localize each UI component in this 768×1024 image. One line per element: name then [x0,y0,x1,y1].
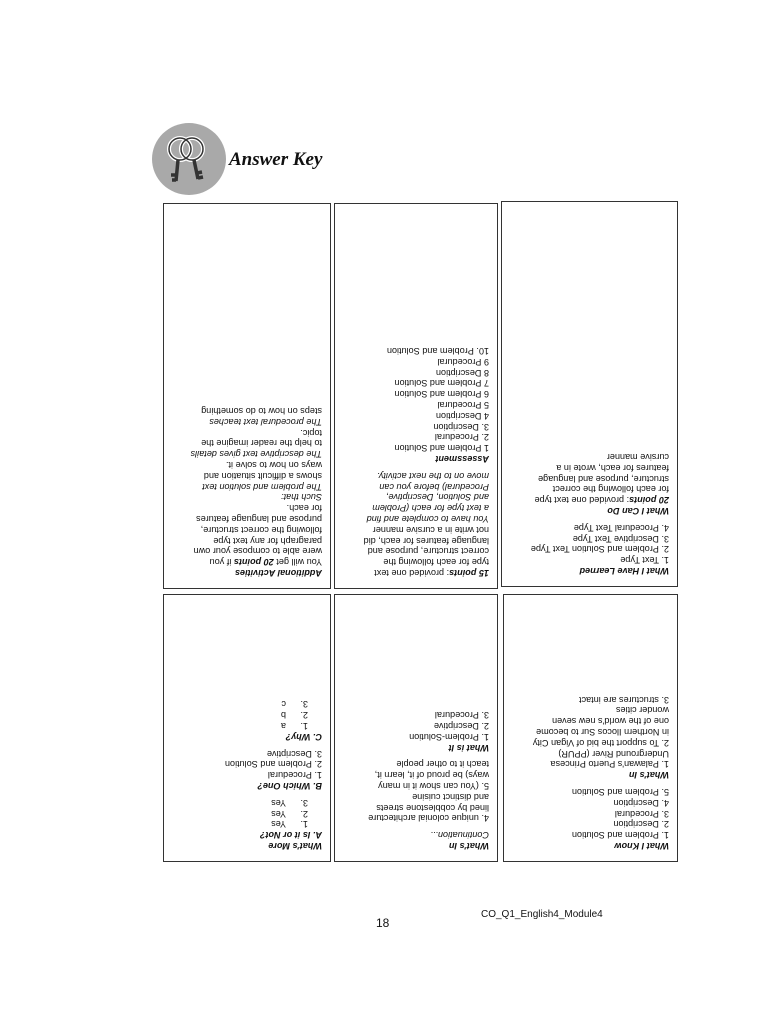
answer-item: 2. Problem and Solution [224,759,322,770]
answer-item: 1 Problem and Solution [394,443,489,454]
section-heading: What I Have Learned [579,566,669,576]
answer-line: to help the reader imagine the [201,438,322,449]
answer-line: 3. structures are intact [579,694,669,705]
answer-line: 1. Palawan's Puerto Princesa [550,759,669,770]
keys-icon [152,123,226,195]
answer-box-what-i-have-learned [501,201,678,587]
item-number: 3. [300,797,308,808]
points-text: 20 points [233,557,274,568]
answer-box-content [502,202,677,586]
answer-item: 1. Text Type [620,555,669,566]
answer-line: 2. To support the bid of Vigan City [532,737,669,748]
answer-item [172,808,322,819]
section-heading: Assessment [435,454,489,465]
page-number: 18 [376,916,390,930]
item-value: b [280,710,286,721]
item-number: 1. [300,819,308,830]
answer-box-content [335,204,497,588]
answer-line: ways on how to solve it. [225,460,322,471]
item-value: c [281,699,286,710]
answer-item: 2. Description [613,819,669,830]
answer-line: in Northern Ilocos Sur to become [536,727,669,738]
answer-item: 2. Procedural [434,432,489,443]
answer-line: The problem and solution text [202,481,322,492]
answer-item: 1. Problem-Solution [409,731,489,742]
answer-line: steps on how to do something [201,406,322,417]
item-number: 3. [300,699,308,710]
item-number: 2. [300,808,308,819]
answer-line: for each. [286,503,322,514]
answer-box-assessment [334,203,498,589]
answer-box-content [164,595,330,861]
answer-line: 5. (You can show it in many [378,781,489,792]
page-title: Answer Key [229,149,323,170]
answer-item: 1. Problem and Solution [571,830,669,841]
answer-line [343,567,489,578]
answer-line [510,494,669,505]
answer-text: : provided one text [374,568,450,578]
answer-item: 3. Descriptive Text Type [572,533,669,544]
answer-line: You have to complete and find [366,514,489,525]
item-value: a [280,721,286,732]
answer-line: were able to compose your own [193,546,322,557]
answer-box-content [164,204,330,588]
answer-item [172,797,322,808]
answer-item: 9 Procedural [437,356,489,367]
answer-line: not write in a cursive manner [372,524,489,535]
answer-item [172,819,322,830]
answer-item: 3. Procedural [614,808,669,819]
item-value: Yes [271,808,286,819]
answer-item [172,709,322,720]
answer-line: teach it to other people [396,759,489,770]
answer-item: 4. Description [613,797,669,808]
answer-line: one of the world's new seven [552,716,669,727]
section-heading: Additional Activities [234,568,322,578]
answer-box-whats-in-continued [334,594,498,862]
answer-line: for each following the correct [552,484,669,495]
answer-box-content [504,595,677,861]
answer-line: lined by cobblestone streets [376,802,489,813]
module-code: CO_Q1_English4_Module4 [481,909,603,920]
answer-box-content [335,595,497,861]
answer-item: 4. Procedural Text Type [573,522,669,533]
answer-line: purpose and language features [196,514,322,525]
answer-text: You will get [273,557,322,568]
points-text: 20 points [629,495,669,506]
answer-item: 3. Descriptive [266,748,322,759]
keys-icon-graphic [152,123,226,195]
subsection-heading: B. Which One? [257,781,322,792]
answer-item: 1. Procedural [267,770,322,781]
item-value: Yes [271,797,286,808]
answer-line: Procedural) before you can [379,481,489,492]
answer-line: 4. unique colonial architecture [368,813,489,824]
answer-line: correct structure, purpose and [367,546,489,557]
points-text: 15 points [449,568,489,578]
section-heading: What is It [448,742,489,753]
answer-line: move on to the next activity. [376,470,489,481]
answer-line: and distinct cuisine [412,791,489,802]
answer-line: shows a difficult situation and [203,470,322,481]
answer-item: 3. Procedural [434,710,489,721]
section-heading: What I Can Do [607,506,669,517]
answer-item [172,699,322,710]
subsection-heading: A. Is it or Not? [259,830,322,841]
answer-box-whats-more [163,594,331,862]
section-heading: What I Know [614,841,669,851]
answer-text: : provided one text type [534,495,630,506]
answer-line: wonder cities [615,705,669,716]
answer-line: Underground River (PPUR) [558,748,669,759]
item-value: Yes [271,819,286,830]
answer-line: type for each following the [383,557,489,568]
answer-item: 7 Problem and Solution [394,378,489,389]
answer-line: Such that: [281,492,322,503]
answer-item: 8 Description [435,367,489,378]
answer-line: cursive manner [606,452,669,463]
section-heading: What's More [268,841,322,851]
answer-line: The descriptive text gives details [190,449,322,460]
answer-item: 3. Description [433,421,489,432]
answer-item [172,720,322,731]
answer-item: 4 Description [435,410,489,421]
answer-line: topic. [300,427,322,438]
answer-line: Continuation... [430,830,489,841]
section-heading: What's In [448,841,489,851]
answer-line: ways) be proud of it, learn it, [374,770,489,781]
answer-line: following the correct structure, [200,524,322,535]
answer-line: and Solution, Descriptive, [385,492,489,503]
answer-line: language features for each, did [363,535,489,546]
answer-item: 6 Problem and Solution [394,389,489,400]
answer-box-what-i-know [503,594,678,862]
answer-box-additional-activities [163,203,331,589]
answer-item: 2. Descriptive [433,721,489,732]
answer-item: 5 Procedural [437,400,489,411]
answer-item: 2. Problem and Solution Text Type [530,544,669,555]
answer-item: 10. Problem and Solution [386,346,489,357]
subsection-heading: C. Why? [285,731,322,742]
section-heading: What's In [628,770,669,781]
answer-item: 5. Problem and Solution [571,787,669,798]
answer-line: features for each, wrote in a [556,462,669,473]
item-number: 2. [300,710,308,721]
answer-line [172,556,322,567]
answer-line: structure, purpose and language [538,473,669,484]
answer-line: a text type for each (Problem [372,503,489,514]
answer-line: The procedural text teaches [209,416,322,427]
item-number: 1. [300,721,308,732]
answer-line: paragraph for any text type [213,535,322,546]
answer-text: if you [209,557,234,568]
